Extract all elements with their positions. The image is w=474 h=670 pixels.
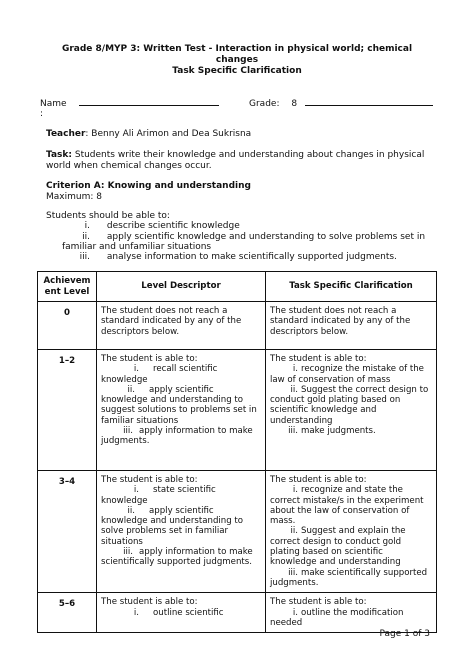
table-row [38,471,437,593]
teacher-line [46,129,251,139]
task-label: Task: [46,150,72,160]
clarification-item: iii. make judgments. [288,426,376,437]
teacher-label: Teacher [46,129,86,139]
grade-label: Grade: [249,99,280,109]
descriptor-intro: The student is able to: [101,354,198,364]
table-row [38,350,437,471]
objective-item: iii. analyse information to make scientifically supported judgments. [79,252,397,262]
descriptor-item: ii. apply scientific knowledge and understanding to solve problems set in familiar situations [101,505,244,547]
descriptor-cell [97,350,266,471]
table-header-row [38,272,437,302]
header-level: Achievem ent Level [38,272,97,302]
descriptor-item: ii. apply scientific knowledge and understanding to suggest solutions to problems set in familiar situations [101,384,257,426]
assessment-table [37,271,437,633]
level-cell: 0 [38,302,97,350]
clarification-intro: The student is able to: [270,354,367,364]
clarification-intro: The student is able to: [270,597,367,608]
clarification-item: i. recognize the mistake of the law of conservation of mass [270,364,424,385]
descriptor-intro: The student is able to: [101,597,198,608]
clarification-cell [266,471,437,593]
clarification-item: ii. Suggest the correct design to conduct gold plating based on scientific knowledge and understanding [270,384,429,426]
table-row [38,593,437,633]
descriptor-item: iii. apply information to make judgments. [101,426,253,447]
objectives-intro: Students should be able to: [46,211,170,221]
descriptor-item: i. outline scientific [133,607,224,618]
clarification-item: i. outline the modification needed [270,607,404,628]
task-line1 [46,150,424,161]
criterion-maximum: Maximum: 8 [46,192,102,202]
descriptor-cell: The student does not reach a standard indicated by any of the descriptors below. [97,302,266,350]
teacher-value: : Benny Ali Arimon and Dea Sukrisna [85,129,252,139]
descriptor-intro: The student is able to: [101,475,198,485]
clarification-cell [266,593,437,633]
doc-title-line1: Grade 8/MYP 3: Written Test - Interaction in physical world; chemical [61,44,413,54]
level-cell: 5–6 [38,593,97,633]
descriptor-cell [97,471,266,593]
descriptor-item: i. state scientific knowledge [101,485,216,506]
page-number: Page 1 of 3 [379,629,430,639]
doc-title-line2: changes [215,55,259,65]
stray-colon: : [40,109,44,119]
grade-value: 8 [291,99,298,109]
clarification-cell: The student does not reach a standard indicated by any of the descriptors below. [266,302,437,350]
clarification-intro: The student is able to: [270,475,367,485]
clarification-item: i. recognize and state the correct mistake/s in the experiment about the law of conservation of mass. [270,485,424,527]
objective-item-continued: familiar and unfamiliar situations [62,242,212,252]
header-descriptor: Level Descriptor [97,272,266,302]
level-cell: 3–4 [38,471,97,593]
clarification-cell [266,350,437,471]
descriptor-item: iii. apply information to make scientifically supported judgments. [101,547,253,568]
name-blank[interactable] [79,96,219,106]
table-row [38,302,437,350]
doc-subtitle: Task Specific Clarification [172,66,302,76]
level-cell: 1–2 [38,350,97,471]
name-field-row [40,96,219,109]
name-label: Name [40,99,67,109]
descriptor-item: i. recall scientific knowledge [101,364,218,385]
clarification-item: iii. make scientifically supported judgments. [270,567,428,588]
grade-blank[interactable] [305,96,433,106]
task-text-2: world when chemical changes occur. [46,161,212,171]
grade-field-row [249,96,433,109]
task-text-1: Students write their knowledge and understanding about changes in physical [72,150,425,160]
objective-item: i. describe scientific knowledge [84,221,240,231]
clarification-item: ii. Suggest and explain the correct design to conduct gold plating based on scientific knowledge and understanding [270,526,406,568]
descriptor-cell [97,593,266,633]
objective-item: ii. apply scientific knowledge and understanding to solve problems set in [82,232,426,242]
criterion-title: Criterion A: Knowing and understanding [46,181,251,191]
header-clarification: Task Specific Clarification [266,272,437,302]
